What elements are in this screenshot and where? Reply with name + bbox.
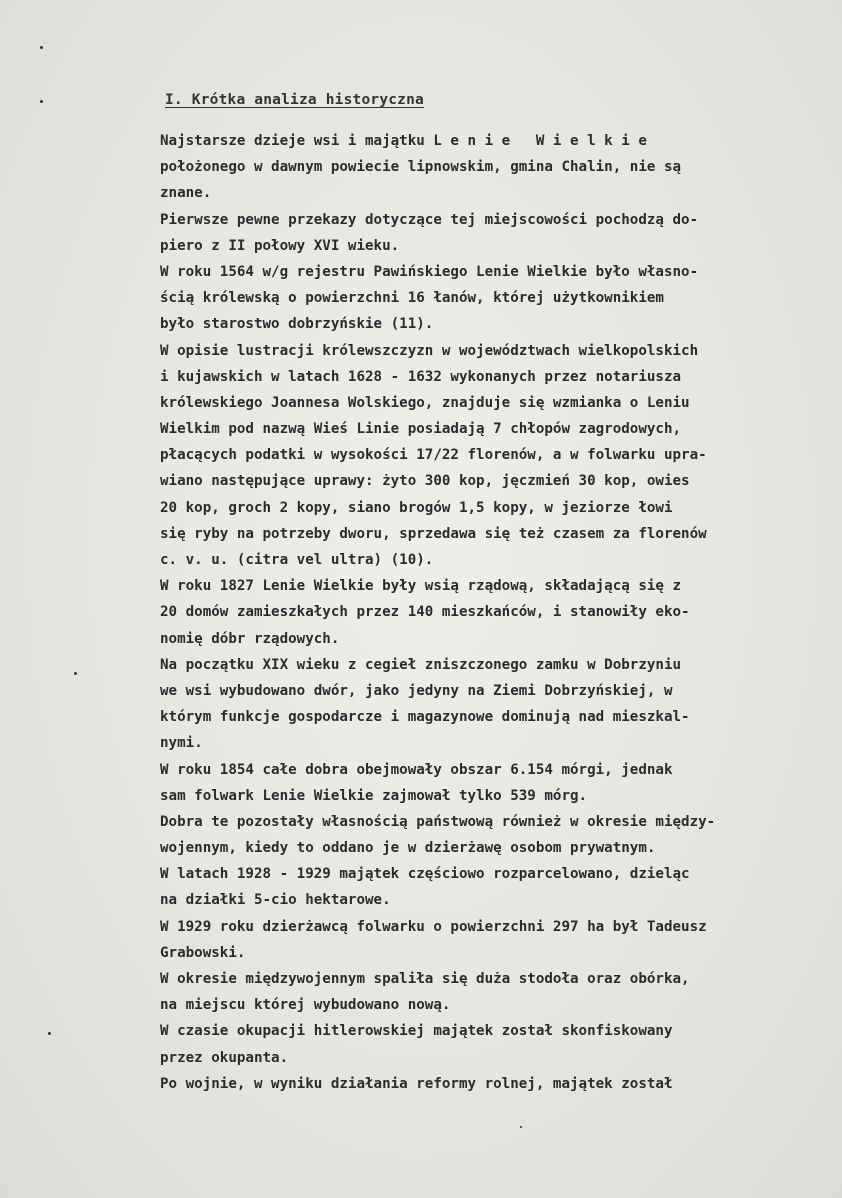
text-line: Wielkim pod nazwą Wieś Linie posiadają 7 chłopów zagrodowych,	[160, 421, 682, 438]
text-line: W 1929 roku dzierżawcą folwarku o powierzchni 297 ha był Tadeusz	[160, 918, 707, 935]
text-line: znane.	[160, 185, 212, 202]
text-line: królewskiego Joannesa Wolskiego, znajduje się wzmianka o Leniu	[160, 394, 690, 411]
text-line: na miejscu której wybudowano nową.	[160, 997, 451, 1014]
text-line: Pierwsze pewne przekazy dotyczące tej miejscowości pochodzą do-	[160, 211, 699, 228]
text-line: sam folwark Lenie Wielkie zajmował tylko 539 mórg.	[160, 787, 588, 804]
text-line: wojennym, kiedy to oddano je w dzierżawę osobom prywatnym.	[160, 840, 656, 857]
text-line: na działki 5-cio hektarowe.	[160, 892, 391, 909]
text-line: i kujawskich w latach 1628 - 1632 wykonanych przez notariusza	[160, 368, 682, 385]
text-line: przez okupanta.	[160, 1049, 289, 1066]
text-line: którym funkcje gospodarcze i magazynowe dominują nad mieszkal-	[160, 709, 690, 726]
text-line: położonego w dawnym powiecie lipnowskim, gmina Chalin, nie są	[160, 159, 682, 176]
text-line: W latach 1928 - 1929 majątek częściowo rozparcelowano, dzieląc	[160, 866, 690, 883]
text-line: 20 kop, groch 2 kopy, siano brogów 1,5 kopy, w jeziorze łowi	[160, 499, 673, 516]
margin-mark	[40, 100, 43, 103]
text-line: W roku 1827 Lenie Wielkie były wsią rządową, składającą się z	[160, 578, 682, 595]
margin-mark	[40, 46, 43, 49]
text-line: 20 domów zamieszkałych przez 140 mieszkańców, i stanowiły eko-	[160, 604, 690, 621]
text-line: W opisie lustracji królewszczyzn w województwach wielkopolskich	[160, 342, 699, 359]
body-text	[160, 128, 825, 1097]
text-line: W okresie międzywojennym spaliła się duża stodoła oraz obórka,	[160, 971, 690, 987]
text-line: płacących podatki w wysokości 17/22 florenów, a w folwarku upra-	[160, 447, 707, 464]
text-line: nymi.	[160, 735, 203, 752]
text-line: Po wojnie, w wyniku działania reformy rolnej, majątek został	[160, 1075, 673, 1092]
text-line: Dobra te pozostały własnością państwową również w okresie między-	[160, 813, 716, 830]
text-line: we wsi wybudowano dwór, jako jedyny na Ziemi Dobrzyńskiej, w	[160, 682, 673, 699]
text-line: Najstarsze dzieje wsi i majątku L e n i e W i e l k i e	[160, 133, 647, 149]
text-line: W roku 1564 w/g rejestru Pawińskiego Lenie Wielkie było własno-	[160, 263, 699, 280]
margin-mark	[48, 1032, 51, 1035]
text-line: było starostwo dobrzyńskie (11).	[160, 316, 434, 333]
text-line: W roku 1854 całe dobra obejmowały obszar 6.154 mórgi, jednak	[160, 761, 673, 778]
margin-mark	[74, 672, 77, 675]
text-line: ścią królewską o powierzchni 16 łanów, której użytkownikiem	[160, 290, 664, 307]
text-line: c. v. u. (citra vel ultra) (10).	[160, 552, 434, 568]
text-line: nomię dóbr rządowych.	[160, 630, 340, 647]
text-line: Na początku XIX wieku z cegieł zniszczonego zamku w Dobrzyniu	[160, 656, 682, 673]
text-line: piero z II połowy XVI wieku.	[160, 237, 400, 254]
section-heading: I. Krótka analiza historyczna	[165, 92, 424, 108]
margin-mark	[520, 1126, 522, 1128]
text-line: wiano następujące uprawy: żyto 300 kop, jęczmień 30 kop, owies	[160, 473, 690, 490]
text-line: się ryby na potrzeby dworu, sprzedawa się też czasem za florenów	[160, 525, 707, 542]
text-line: Grabowski.	[160, 944, 246, 961]
text-line: W czasie okupacji hitlerowskiej majątek został skonfiskowany	[160, 1023, 673, 1040]
